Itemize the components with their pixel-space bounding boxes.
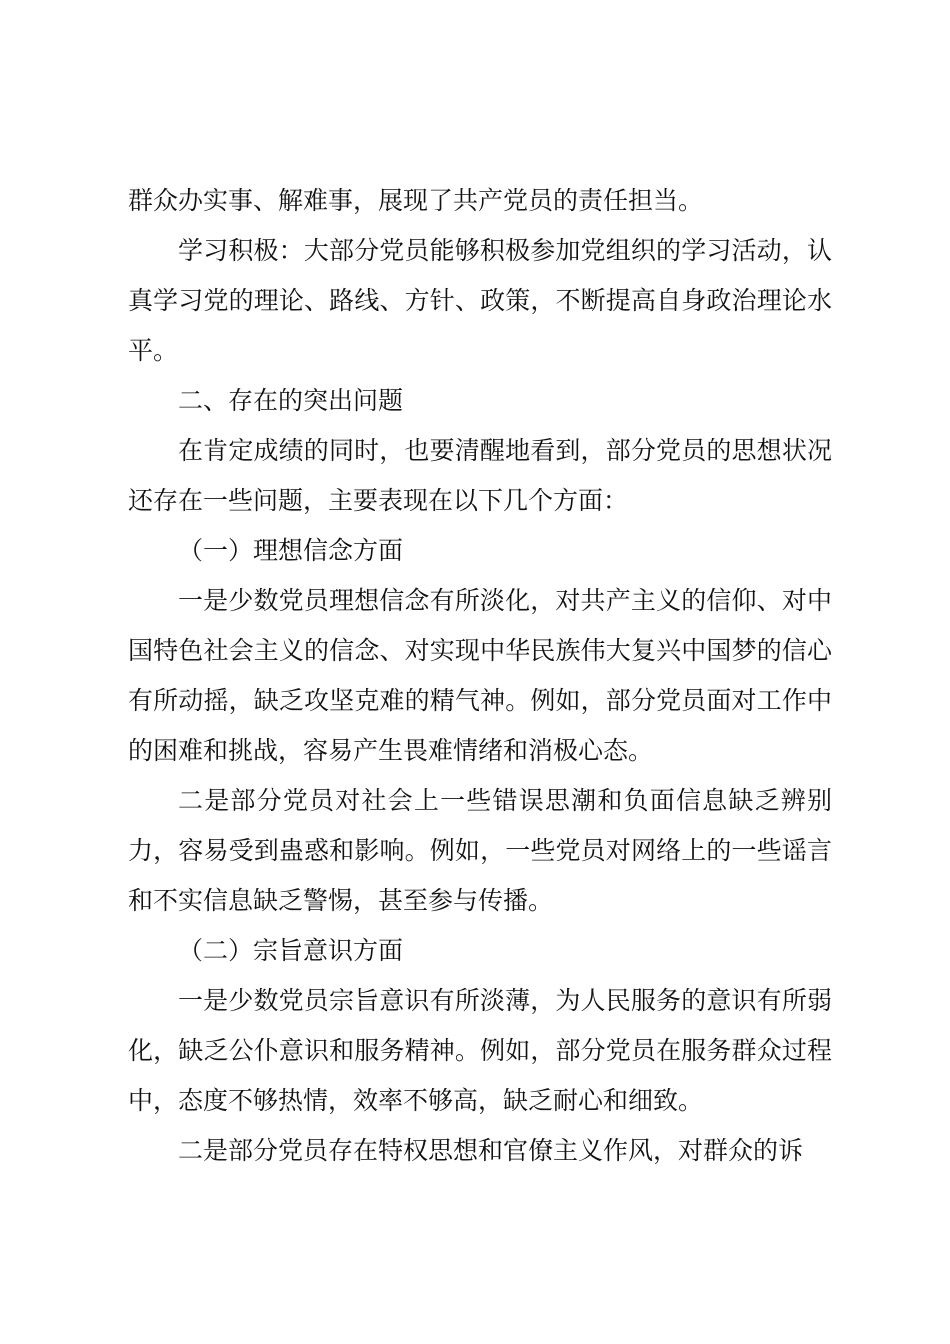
paragraph-purpose-first: 一是少数党员宗旨意识有所淡薄，为人民服务的意识有所弱化，缺乏公仆意识和服务精神。例如，部分党员在服务群众过程中，态度不够热情，效率不够高，缺乏耐心和细致。 [128, 986, 832, 1115]
paragraph-continuation: 群众办实事、解难事，展现了共产党员的责任担当。 [128, 186, 704, 215]
subsection-heading-ideals: （一）理想信念方面 [178, 536, 404, 565]
section-heading-problems: 二、存在的突出问题 [178, 386, 404, 415]
document-body [128, 176, 832, 1176]
paragraph-purpose-second: 二是部分党员存在特权思想和官僚主义作风，对群众的诉 [178, 1136, 804, 1165]
paragraph-ideals-second: 二是部分党员对社会上一些错误思潮和负面信息缺乏辨别力，容易受到蛊惑和影响。例如，一些党员对网络上的一些谣言和不实信息缺乏警惕，甚至参与传播。 [128, 786, 832, 915]
paragraph-study-active: 学习积极：大部分党员能够积极参加党组织的学习活动，认真学习党的理论、路线、方针、政策，不断提高自身政治理论水平。 [128, 236, 832, 365]
paragraph-ideals-first: 一是少数党员理想信念有所淡化，对共产主义的信仰、对中国特色社会主义的信念、对实现中华民族伟大复兴中国梦的信心有所动摇，缺乏攻坚克难的精气神。例如，部分党员面对工作中的困难和挑战，容易产生畏难情绪和消极心态。 [128, 586, 832, 765]
subsection-heading-purpose: （二）宗旨意识方面 [178, 936, 404, 965]
paragraph-problems-intro: 在肯定成绩的同时，也要清醒地看到，部分党员的思想状况还存在一些问题，主要表现在以下几个方面： [128, 436, 832, 515]
